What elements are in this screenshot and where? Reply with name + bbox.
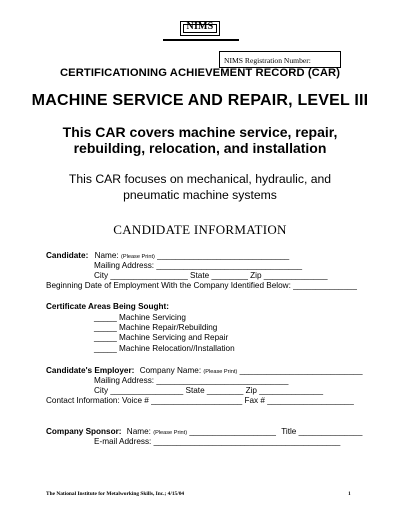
logo-text: NIMS <box>186 21 214 32</box>
employer-print-note: (Please Print) <box>203 369 238 375</box>
covers-line-1: This CAR covers machine service, repair, <box>62 124 338 140</box>
sponsor-name-row <box>46 427 362 436</box>
area-option-repair[interactable]: _____ Machine Repair/Rebuilding <box>94 323 218 332</box>
registration-label: NIMS Registration Number: <box>224 56 311 65</box>
nims-logo <box>163 20 239 42</box>
employer-city-field[interactable]: City ________________ State ________ Zip ______________ <box>94 386 323 395</box>
employer-name-field[interactable]: ___________________________ <box>239 366 363 375</box>
area-option-servicing[interactable]: _____ Machine Servicing <box>94 313 186 322</box>
candidate-name-row <box>46 251 289 260</box>
page-title: MACHINE SERVICE AND REPAIR, LEVEL III <box>31 92 369 109</box>
sponsor-label: Company Sponsor: <box>46 427 122 436</box>
car-title: CERTIFICATIONING ACHIEVEMENT RECORD (CAR) <box>59 67 341 79</box>
employer-label: Candidate's Employer: <box>46 366 135 375</box>
candidate-print-note: (Please Print) <box>121 254 155 260</box>
candidate-name-label: Name: <box>94 251 119 260</box>
sponsor-print-note: (Please Print) <box>153 430 188 436</box>
candidate-name-field[interactable]: _____________________________ <box>157 251 290 260</box>
sponsor-name-label: Name: <box>126 427 151 436</box>
employment-date-field[interactable]: Beginning Date of Employment With the Company Identified Below: ______________ <box>46 281 357 290</box>
areas-heading: Certificate Areas Being Sought: <box>46 302 169 311</box>
candidate-label: Candidate: <box>46 251 89 260</box>
footer-copyright: The National Institute for Metalworking Skills, Inc.; 4/15/04 <box>46 491 185 497</box>
logo-frame <box>180 21 220 36</box>
employer-name-label: Company Name: <box>139 366 202 375</box>
sponsor-title-field[interactable]: Title ______________ <box>281 427 363 436</box>
logo-underline <box>163 39 239 41</box>
sponsor-email-field[interactable]: E-mail Address: _________________________________________ <box>94 437 341 446</box>
area-option-servicing-repair[interactable]: _____ Machine Servicing and Repair <box>94 333 229 342</box>
area-option-relocation[interactable]: _____ Machine Relocation//Installation <box>94 344 235 353</box>
focus-line-1: This CAR focuses on mechanical, hydraulic, and <box>68 172 332 186</box>
covers-line-2: rebuilding, relocation, and installation <box>73 140 327 156</box>
section-title: CANDIDATE INFORMATION <box>113 222 287 237</box>
registration-number-field[interactable] <box>219 51 341 68</box>
focus-line-2: pneumatic machine systems <box>123 188 277 202</box>
sponsor-name-field[interactable]: ___________________ <box>189 427 276 436</box>
page-number: 1 <box>348 491 351 497</box>
employer-name-row <box>46 366 363 375</box>
candidate-city-field[interactable]: City _________________ State ________ Zip ______________ <box>94 271 328 280</box>
employer-contact-field[interactable]: Contact Information: Voice # ____________________ Fax # ___________________ <box>46 396 354 405</box>
employer-mailing-field[interactable]: Mailing Address: _____________________________ <box>94 376 289 385</box>
candidate-mailing-field[interactable]: Mailing Address: ________________________________ <box>94 261 303 270</box>
